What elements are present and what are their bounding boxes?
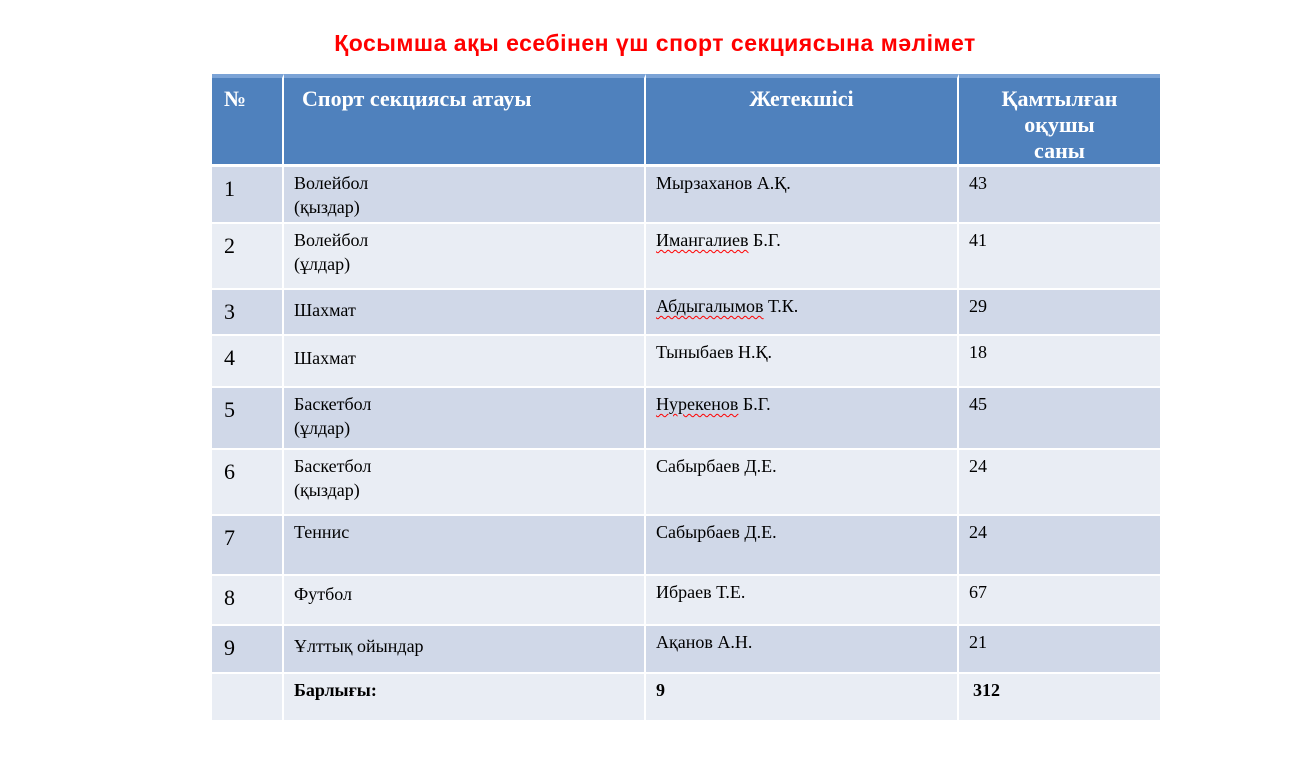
section-name: Баскетбол (ұлдар): [284, 388, 646, 450]
row-number: 7: [212, 516, 284, 576]
student-count: 41: [959, 224, 1160, 290]
table-row: [212, 388, 1160, 450]
sports-table-container: [212, 74, 1160, 738]
student-count: 18: [959, 336, 1160, 388]
leader-name: Ибраев Т.Е.: [646, 576, 959, 626]
student-count: 67: [959, 576, 1160, 626]
page-title: Қосымша ақы есебінен үш спорт секциясына мәлімет: [334, 30, 976, 56]
student-count: 24: [959, 450, 1160, 516]
leader-name: Ақанов А.Н.: [646, 626, 959, 674]
row-number-empty: [212, 674, 284, 722]
table-total-row: [212, 674, 1160, 722]
student-count: 29: [959, 290, 1160, 336]
leader-name: Нурекенов Б.Г.: [646, 388, 959, 450]
section-name: Баскетбол (қыздар): [284, 450, 646, 516]
table-row: [212, 167, 1160, 224]
total-leaders: 9: [646, 674, 959, 722]
student-count: 24: [959, 516, 1160, 576]
student-count: 21: [959, 626, 1160, 674]
section-name: Футбол: [284, 576, 646, 626]
table-row: [212, 224, 1160, 290]
header-student-count: Қамтылған оқушы саны: [959, 74, 1160, 167]
table-row: [212, 450, 1160, 516]
total-label: Барлығы:: [284, 674, 646, 722]
table-header-row: [212, 74, 1160, 167]
leader-name: Мырзаханов А.Қ.: [646, 167, 959, 224]
section-name: Шахмат: [284, 290, 646, 336]
section-name: Шахмат: [284, 336, 646, 388]
leader-name: Сабырбаев Д.Е.: [646, 450, 959, 516]
table-row: [212, 626, 1160, 674]
table-row: [212, 576, 1160, 626]
table-row: [212, 290, 1160, 336]
row-number: 3: [212, 290, 284, 336]
section-name: Теннис: [284, 516, 646, 576]
leader-name: Сабырбаев Д.Е.: [646, 516, 959, 576]
table-row: [212, 336, 1160, 388]
row-number: 2: [212, 224, 284, 290]
student-count: 45: [959, 388, 1160, 450]
row-number: 5: [212, 388, 284, 450]
row-number: 9: [212, 626, 284, 674]
row-number: 1: [212, 167, 284, 224]
row-number: 6: [212, 450, 284, 516]
row-number: 4: [212, 336, 284, 388]
header-number: №: [212, 74, 284, 167]
row-number: 8: [212, 576, 284, 626]
section-name: Волейбол (ұлдар): [284, 224, 646, 290]
student-count: 43: [959, 167, 1160, 224]
total-students: 312: [959, 674, 1160, 722]
leader-name: Имангалиев Б.Г.: [646, 224, 959, 290]
header-section-name: Спорт секциясы атауы: [284, 74, 646, 167]
section-name: Ұлттық ойындар: [284, 626, 646, 674]
leader-name: Абдыгалымов Т.К.: [646, 290, 959, 336]
section-name: Волейбол (қыздар): [284, 167, 646, 224]
leader-name: Тыныбаев Н.Қ.: [646, 336, 959, 388]
sports-sections-table: [212, 74, 1160, 722]
table-row: [212, 516, 1160, 576]
header-leader: Жетекшісі: [646, 74, 959, 167]
